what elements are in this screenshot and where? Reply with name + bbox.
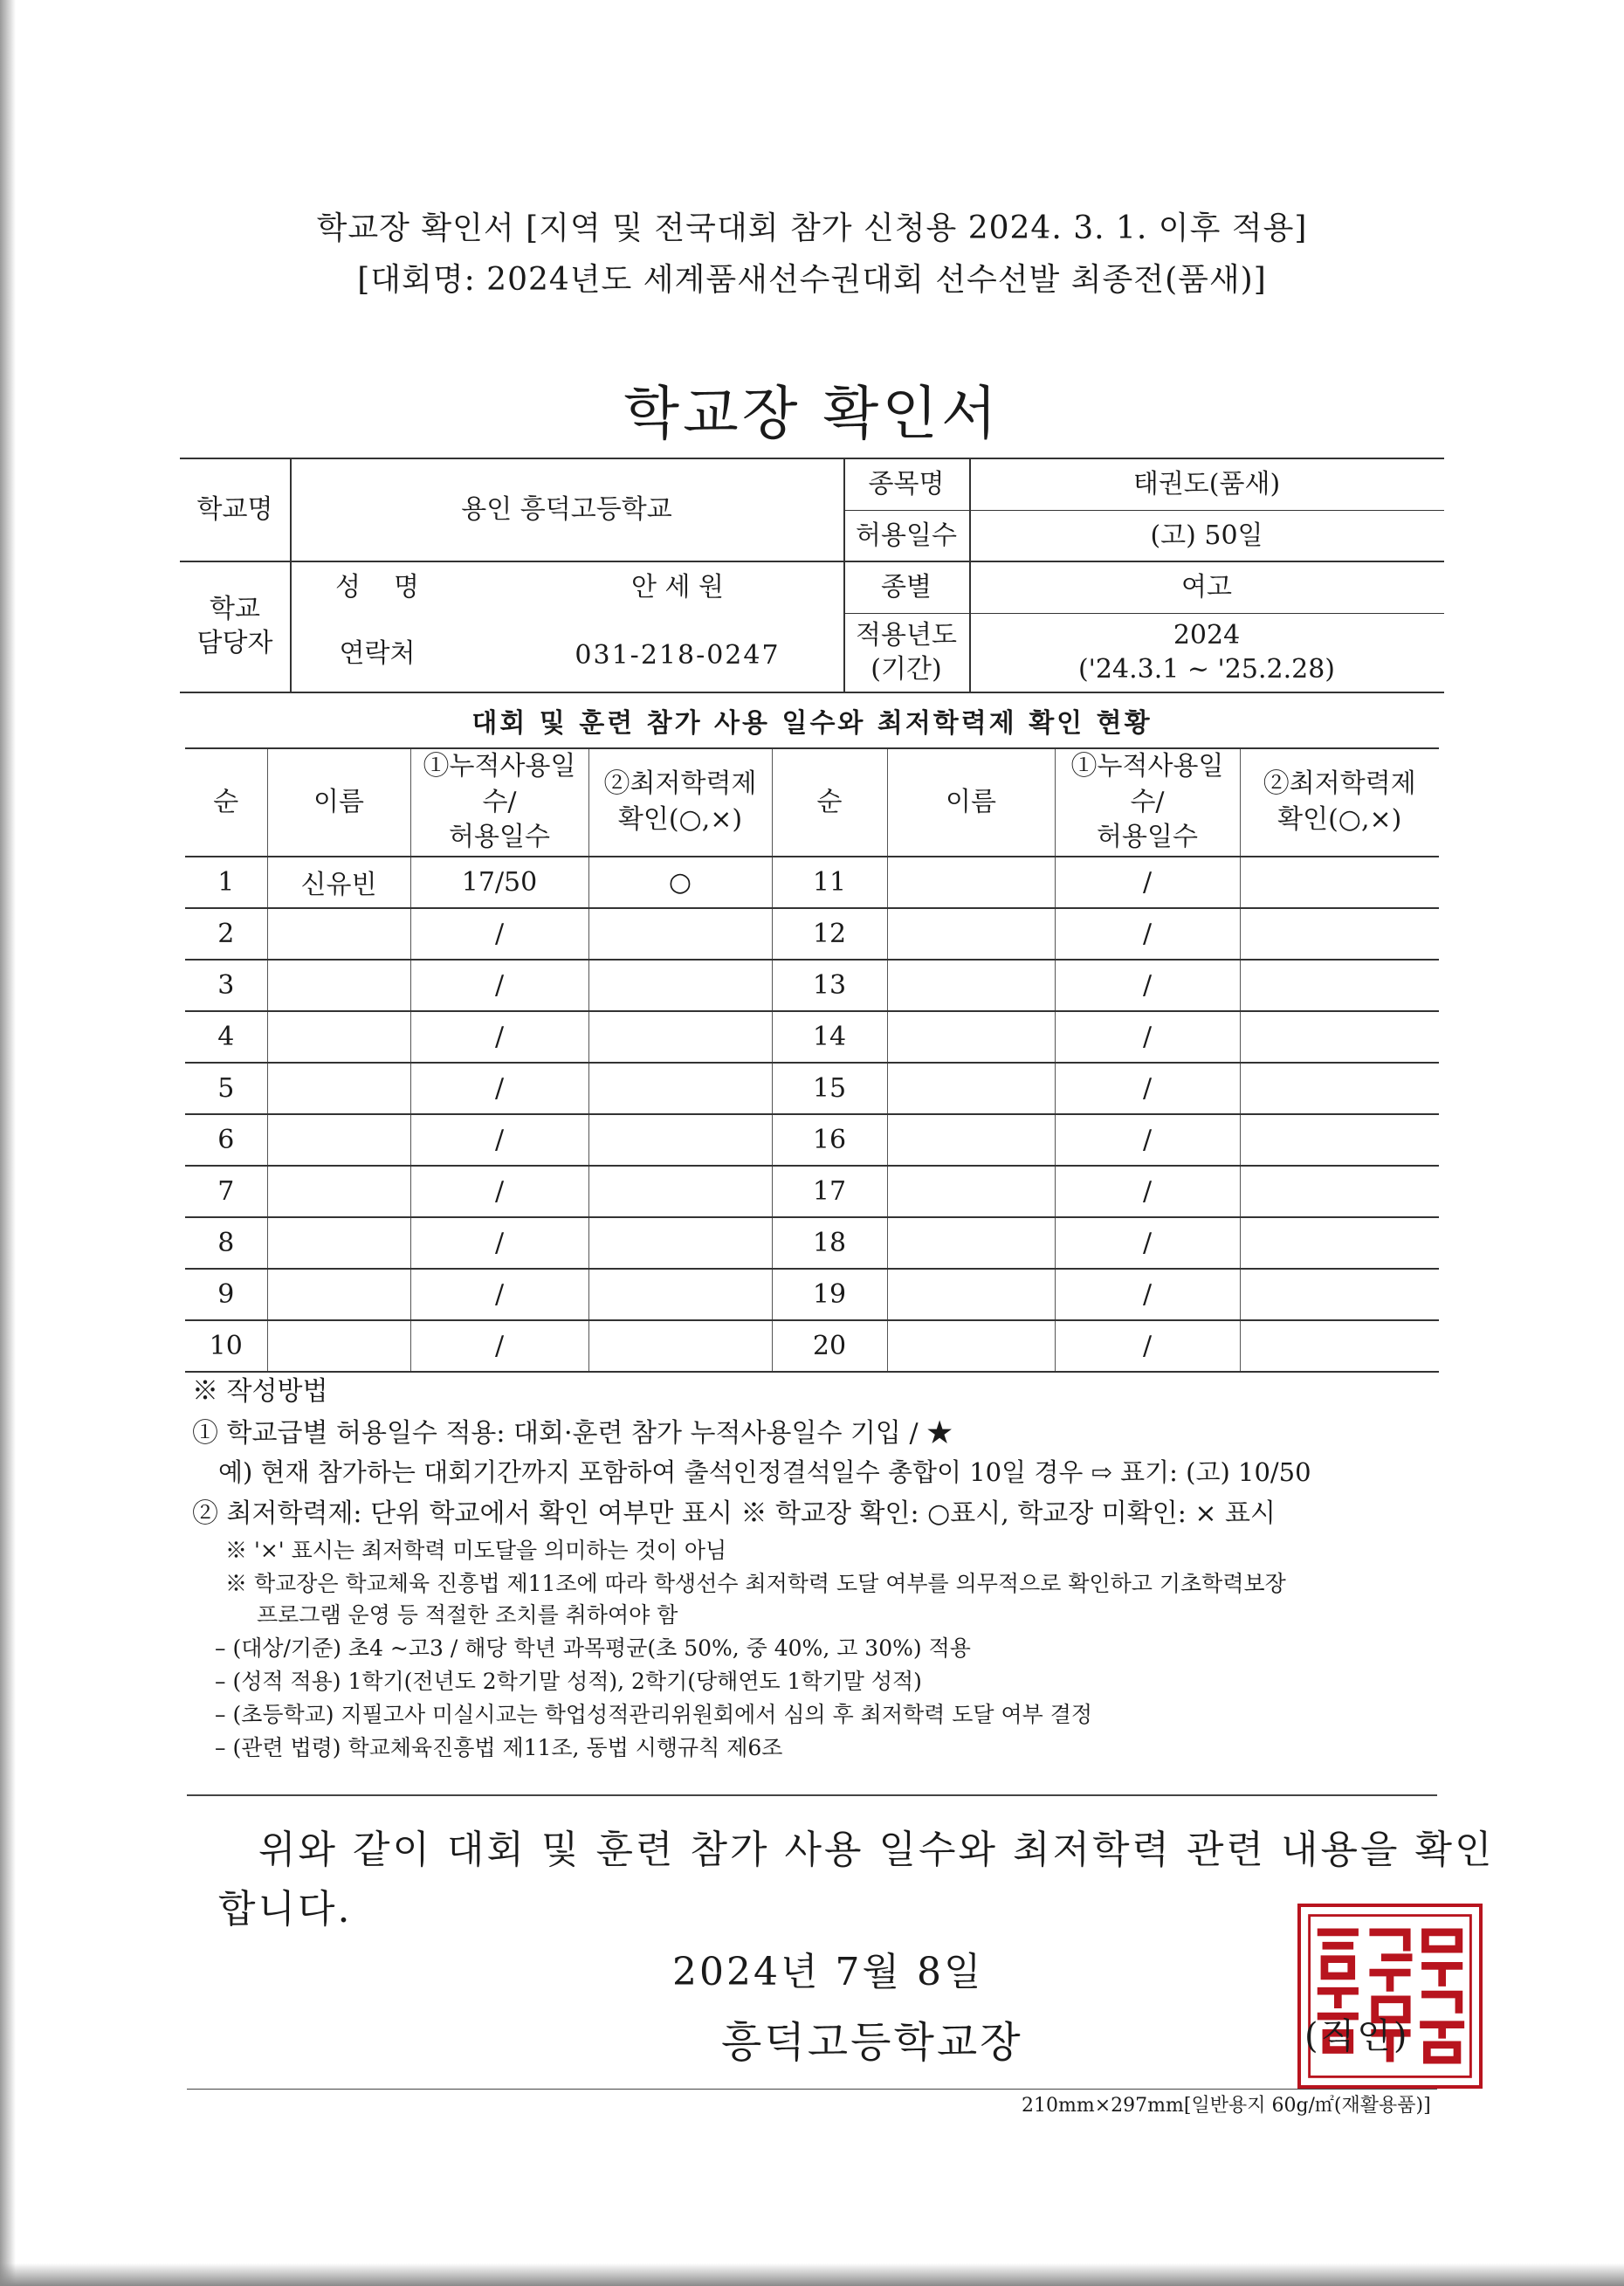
note-item-1: ① 학교급별 허용일수 적용: 대회·훈련 참가 누적사용일수 기입 / ★ [192, 1418, 953, 1449]
student-name-cell [267, 908, 410, 960]
scan-edge-shadow-left [0, 0, 16, 2286]
used-days-cell: / [1055, 1166, 1240, 1217]
row-no-cell: 12 [772, 908, 887, 960]
academic-check-cell [1240, 1269, 1439, 1320]
used-days-cell: / [410, 1320, 588, 1372]
col-header-no: 순 [185, 748, 267, 857]
student-name-cell [887, 960, 1055, 1011]
academic-check-cell [588, 1063, 772, 1114]
header-line-1: 학교장 확인서 [지역 및 전국대회 참가 신청용 2024. 3. 1. 이후 적용] [316, 210, 1308, 246]
row-no-cell: 16 [772, 1114, 887, 1166]
academic-check-cell [1240, 1217, 1439, 1269]
used-days-cell: / [1055, 1320, 1240, 1372]
allowed-days-value: (고) 50일 [1150, 520, 1263, 551]
allowed-days-label: 허용일수 [856, 520, 957, 551]
school-seal [1297, 1904, 1483, 2089]
event-label: 종목명 [868, 468, 945, 499]
seal-mark: (직인) [1304, 2016, 1410, 2056]
row-no-cell: 15 [772, 1063, 887, 1114]
academic-check-cell [588, 960, 772, 1011]
used-days-cell: / [1055, 857, 1240, 908]
academic-check-cell [1240, 960, 1439, 1011]
row-no-cell: 11 [772, 857, 887, 908]
note-dash-2: – (성적 적용) 1학기(전년도 2학기말 성적), 2학기(당해연도 1학기말 성적) [215, 1669, 922, 1694]
row-no-cell: 5 [185, 1063, 267, 1114]
manager-label: 학교 담당자 [196, 594, 273, 658]
used-days-cell: / [410, 1011, 588, 1063]
note-item-2: ② 최저학력제: 단위 학교에서 확인 여부만 표시 ※ 학교장 확인: ○표시, 학교장 미확인: × 표시 [192, 1498, 1276, 1529]
academic-check-cell [1240, 1011, 1439, 1063]
confirmation-date: 2024년 7월 8일 [672, 1950, 984, 1994]
row-no-cell: 9 [185, 1269, 267, 1320]
table-row [185, 1320, 1439, 1372]
note-sub-1: ※ '×' 표시는 최저학력 미도달을 의미하는 것이 아님 [225, 1538, 727, 1563]
seal-graphic [1301, 1907, 1479, 2085]
student-name-cell [267, 1269, 410, 1320]
row-no-cell: 3 [185, 960, 267, 1011]
student-name-cell [887, 1063, 1055, 1114]
school-value: 용인 흥덕고등학교 [461, 493, 672, 525]
academic-check-cell [588, 1320, 772, 1372]
row-no-cell: 19 [772, 1269, 887, 1320]
footer-rule [187, 2089, 1437, 2090]
academic-check-cell [1240, 1166, 1439, 1217]
used-days-cell: / [1055, 960, 1240, 1011]
name-value: 안 세 원 [630, 571, 724, 602]
note-sub-2a: ※ 학교장은 학교체육 진흥법 제11조에 따라 학생선수 최저학력 도달 여부를 의무적으로 확인하고 기초학력보장 [225, 1571, 1286, 1596]
row-no-cell: 13 [772, 960, 887, 1011]
student-name-cell [887, 1114, 1055, 1166]
year-label: 적용년도 (기간) [856, 620, 957, 685]
note-item-1-example: 예) 현재 참가하는 대회기간까지 포함하여 출석인정결석일수 총합이 10일 경우 ⇨ 표기: (고) 10/50 [218, 1457, 1311, 1487]
used-days-cell: / [410, 1063, 588, 1114]
used-days-cell: / [1055, 1217, 1240, 1269]
row-no-cell: 8 [185, 1217, 267, 1269]
col-header-name: 이름 [887, 748, 1055, 857]
used-days-cell: / [1055, 1063, 1240, 1114]
student-name-cell: 신유빈 [267, 857, 410, 908]
academic-check-cell [1240, 908, 1439, 960]
note-dash-3: – (초등학교) 지필고사 미실시교는 학업성적관리위원회에서 심의 후 최저학력 도달 여부 결정 [215, 1702, 1093, 1727]
contact-label: 연락처 [339, 637, 416, 669]
used-days-cell: / [410, 1166, 588, 1217]
signer-title: 흥덕고등학교장 [721, 2018, 1023, 2067]
row-no-cell: 18 [772, 1217, 887, 1269]
table-row [185, 960, 1439, 1011]
used-days-cell: / [410, 1114, 588, 1166]
student-name-cell [267, 1217, 410, 1269]
table-row [185, 1011, 1439, 1063]
used-days-cell: 17/50 [410, 857, 588, 908]
used-days-cell: / [410, 1217, 588, 1269]
used-days-cell: / [1055, 1114, 1240, 1166]
row-no-cell: 17 [772, 1166, 887, 1217]
col-header-name: 이름 [267, 748, 410, 857]
academic-check-cell [588, 1011, 772, 1063]
school-label: 학교명 [196, 493, 273, 525]
row-no-cell: 7 [185, 1166, 267, 1217]
confirmation-line-2: 합니다. [218, 1887, 353, 1931]
table-row [185, 908, 1439, 960]
header-line-2: [대회명: 2024년도 세계품새선수권대회 선수선발 최종전(품새)] [357, 262, 1267, 298]
academic-check-cell [588, 1114, 772, 1166]
used-days-cell: / [1055, 1011, 1240, 1063]
contact-value: 031-218-0247 [575, 639, 781, 671]
academic-check-cell [1240, 1114, 1439, 1166]
student-name-cell [267, 1166, 410, 1217]
student-name-cell [267, 960, 410, 1011]
col-header-days: ①누적사용일수/ 허용일수 [410, 748, 588, 857]
table-row [185, 857, 1439, 908]
student-name-cell [887, 1217, 1055, 1269]
used-days-cell: / [1055, 1269, 1240, 1320]
student-name-cell [887, 1269, 1055, 1320]
academic-check-cell [588, 1269, 772, 1320]
note-sub-2b: 프로그램 운영 등 적절한 조치를 취하여야 함 [257, 1602, 678, 1628]
scan-edge-shadow-bottom [0, 2263, 1624, 2286]
document-title: 학교장 확인서 [623, 380, 1001, 447]
row-no-cell: 10 [185, 1320, 267, 1372]
academic-check-cell [588, 1166, 772, 1217]
divider-rule [187, 1794, 1437, 1796]
used-days-cell: / [410, 908, 588, 960]
student-name-cell [267, 1320, 410, 1372]
row-no-cell: 4 [185, 1011, 267, 1063]
student-name-cell [887, 857, 1055, 908]
used-days-cell: / [410, 960, 588, 1011]
table-row [185, 1166, 1439, 1217]
student-name-cell [887, 1011, 1055, 1063]
student-name-cell [267, 1011, 410, 1063]
name-label: 성 명 [334, 571, 420, 602]
row-no-cell: 20 [772, 1320, 887, 1372]
roster-header-row [185, 748, 1439, 857]
section-title: 대회 및 훈련 참가 사용 일수와 최저학력제 확인 현황 [471, 708, 1153, 739]
student-name-cell [267, 1063, 410, 1114]
academic-check-cell [1240, 1320, 1439, 1372]
row-no-cell: 14 [772, 1011, 887, 1063]
academic-check-cell [1240, 1063, 1439, 1114]
category-label: 종별 [881, 571, 932, 602]
roster-table [185, 747, 1439, 1373]
student-name-cell [887, 908, 1055, 960]
academic-check-cell: ○ [588, 857, 772, 908]
academic-check-cell [588, 908, 772, 960]
academic-check-cell [1240, 857, 1439, 908]
paper-spec: 210mm×297mm[일반용지 60g/㎡(재활용품)] [1022, 2095, 1431, 2117]
row-no-cell: 1 [185, 857, 267, 908]
table-row [185, 1217, 1439, 1269]
student-name-cell [267, 1114, 410, 1166]
student-name-cell [887, 1320, 1055, 1372]
notes-heading: ※ 작성방법 [192, 1376, 328, 1407]
school-info-table [180, 458, 1444, 692]
table-rule [180, 692, 1444, 693]
event-value: 태권도(품새) [1132, 468, 1281, 499]
confirmation-line-1: 위와 같이 대회 및 훈련 참가 사용 일수와 최저학력 관련 내용을 확인 [258, 1828, 1495, 1872]
roster-body [185, 857, 1439, 1372]
note-dash-1: – (대상/기준) 초4 ~고3 / 해당 학년 과목평균(초 50%, 중 40%, 고 30%) 적용 [215, 1635, 971, 1661]
note-dash-4: – (관련 법령) 학교체육진흥법 제11조, 동법 시행규칙 제6조 [215, 1735, 783, 1760]
table-row [185, 1063, 1439, 1114]
row-no-cell: 2 [185, 908, 267, 960]
col-header-check: ②최저학력제 확인(○,×) [588, 748, 772, 857]
student-name-cell [887, 1166, 1055, 1217]
table-row [185, 1114, 1439, 1166]
col-header-no: 순 [772, 748, 887, 857]
used-days-cell: / [1055, 908, 1240, 960]
col-header-check: ②최저학력제 확인(○,×) [1240, 748, 1439, 857]
table-row [185, 1269, 1439, 1320]
year-value: 2024 ('24.3.1 ~ '25.2.28) [1077, 620, 1336, 685]
row-no-cell: 6 [185, 1114, 267, 1166]
used-days-cell: / [410, 1269, 588, 1320]
academic-check-cell [588, 1217, 772, 1269]
col-header-days: ①누적사용일수/ 허용일수 [1055, 748, 1240, 857]
category-value: 여고 [1181, 571, 1232, 602]
